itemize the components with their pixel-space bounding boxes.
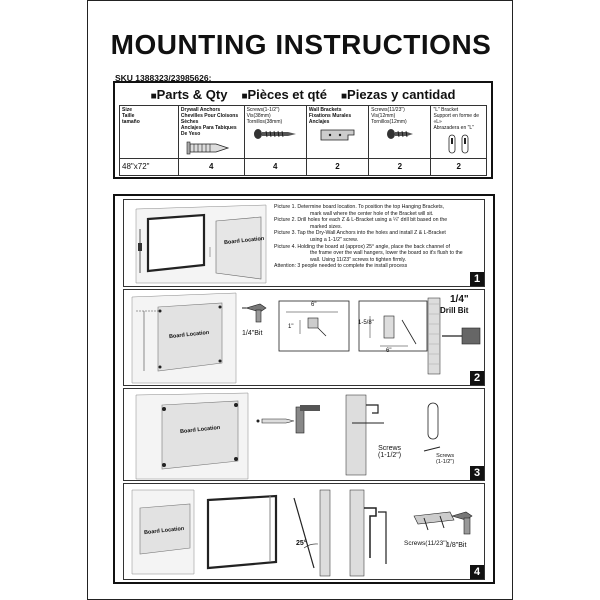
col-l-bracket: "L" Bracket Support en forme de «L» Abrazadera en "L" [431, 106, 487, 159]
step-panel-3 [123, 388, 485, 481]
qty-drywall-anchors: 4 [178, 159, 244, 176]
step-number-3: 3 [470, 466, 484, 480]
qty-screws-short: 2 [369, 159, 431, 176]
col-drywall-anchors: Drywall Anchors Chevilles Pour Cloisons Sèches Anclajes Para Tabiques De Yeso [178, 106, 244, 159]
spacing-detail-2 [358, 300, 428, 358]
step-number-4: 4 [470, 565, 484, 579]
parts-table [119, 105, 487, 176]
step-panel-4 [123, 483, 485, 580]
col-screws-long: Screws(1-1/2") Vis(38mm) Tornillos(38mm) [244, 106, 306, 159]
eighth-bit-label: 1/8"Bit [446, 542, 467, 549]
steps-box [113, 194, 495, 584]
parts-header-en: ■Parts & Qty [150, 86, 228, 102]
step-number-1: 1 [470, 272, 484, 286]
screws-1123-label: Screws(11/23") [404, 540, 448, 547]
screws-label: Screws (1-1/2") [378, 445, 402, 459]
page-title: MOUNTING INSTRUCTIONS [110, 29, 492, 60]
instructions-text: Picture 1. Determine board location. To position the top Hanging Brackets, mark wall where the center hole of the Bracket will sit. Picture 2. Drill holes for each Z & L-Bracket using a ¼" drill bit based on the marked sizes. Picture 3. Tap the Dry-Wall Anchors into the holes and install Z & L-Bracket using a 1-1/2" screw. Picture 4. Holding the board at (approx) 25° angle, place the back channel of the frame over the wall hangers, lower the board so it's flush to the wall. Using 11/23" screws to tighten firmly. Attention: 3 people needed to complete the install process [274, 204, 463, 270]
col-screws-short: Screws(11/23") Vis(12mm) Tornillos(12mm) [369, 106, 431, 159]
drill-bit-label: Drill Bit [440, 306, 469, 315]
anchor-tap-illustration [256, 397, 326, 441]
angle-hang-illustration [284, 488, 344, 578]
board-location-label-2: Board Location [168, 329, 210, 341]
step-panel-1 [123, 199, 485, 287]
col-wall-brackets: Wall Brackets Fixations Murales Anclajes [306, 106, 368, 159]
frame-illustration [204, 492, 284, 572]
board-location-label-4: Board Location [143, 525, 185, 537]
l-bracket-icon [444, 133, 474, 155]
step3-wall-illustration [128, 391, 258, 481]
screws-small-label: Screws (1-1/2") [436, 453, 455, 465]
parts-box [113, 81, 493, 179]
col-size-header: Size Taille tamaño [120, 106, 179, 159]
drill-icon [242, 296, 272, 326]
board-location-label-3: Board Location [179, 424, 221, 436]
qty-screws-long: 4 [244, 159, 306, 176]
step-number-2: 2 [470, 371, 484, 385]
six-inch-label-2: 6" [386, 348, 392, 354]
quarter-inch-big-label: 1/4" [450, 294, 469, 305]
qty-wall-brackets: 2 [306, 159, 368, 176]
parts-header [115, 83, 491, 105]
screw-icon [252, 127, 298, 141]
drywall-anchor-icon [186, 139, 236, 157]
qty-l-bracket: 2 [431, 159, 487, 176]
parts-header-fr: ■Pièces et qté [241, 86, 327, 102]
wall-bracket-icon [318, 127, 358, 143]
parts-header-es: ■Piezas y cantidad [340, 86, 456, 102]
small-drill-icon [450, 502, 484, 540]
one-five-eighth-label: 1-5/8" [358, 320, 374, 326]
board-location-label-1: Board Location [223, 235, 265, 247]
angle-label: 25° [296, 540, 307, 547]
one-inch-label: 1" [288, 324, 294, 330]
instruction-sheet [87, 0, 513, 600]
quarter-bit-label: 1/4"Bit [242, 330, 263, 337]
six-inch-label-1: 6" [311, 302, 317, 308]
step-panel-2 [123, 289, 485, 386]
step2-wall-illustration [126, 291, 246, 386]
size-value: 48"x72" [120, 159, 179, 176]
channel-detail [346, 488, 406, 578]
short-screw-icon [385, 127, 415, 141]
step1-illustration [126, 201, 271, 287]
sku-label: SKU 1388323/23985626; [115, 73, 212, 83]
